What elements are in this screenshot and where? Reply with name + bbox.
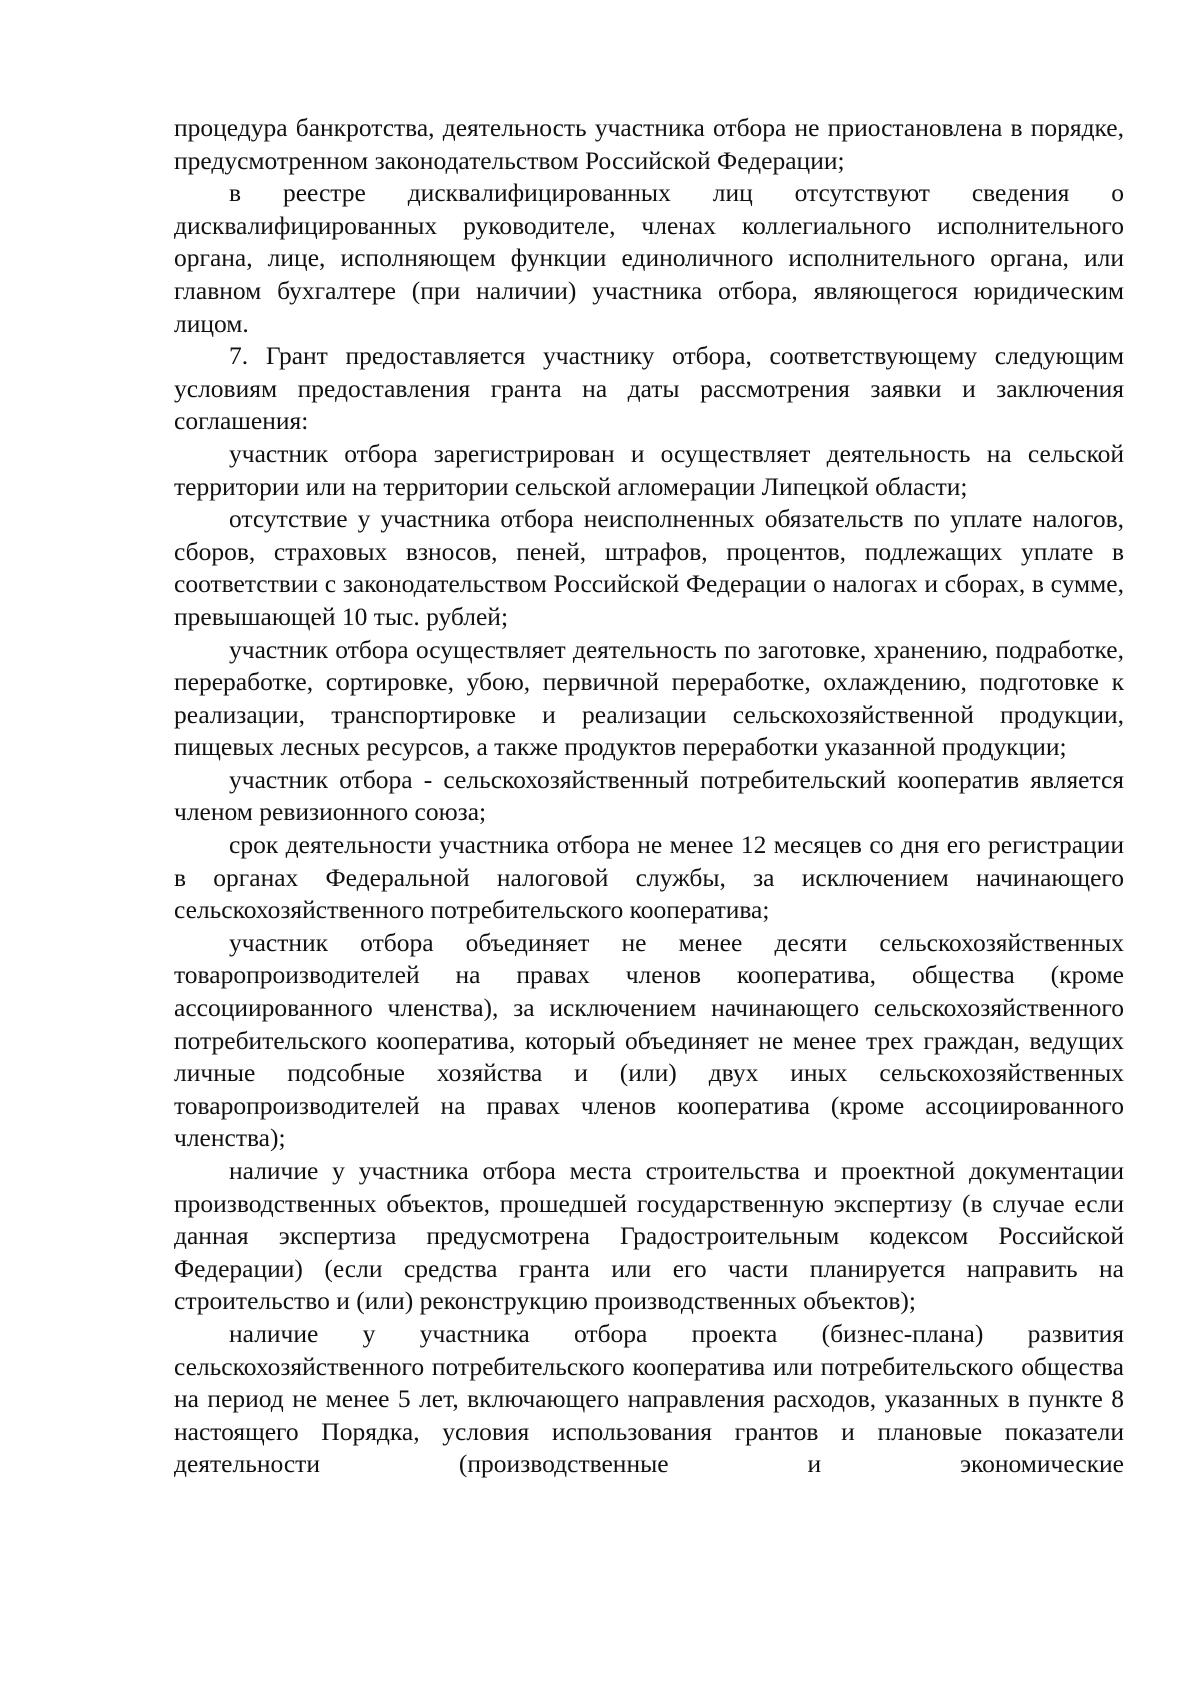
paragraph-disqualified-persons: в реестре дисквалифицированных лиц отсутствуют сведения о дисквалифицированных руководителе, членах коллегиального исполнительного органа, лице, исполняющем функции единоличного исполнительного органа, или главном бухгалтере (при наличии) участника отбора, являющегося юридическим лицом. xyxy=(174,178,1124,338)
paragraph-activity-types: участник отбора осуществляет деятельность по заготовке, хранению, подработке, переработке, сортировке, убою, первичной переработке, охлаждению, подготовке к реализации, транспортировке и реализации сельскохозяйственной продукции, пищевых лесных ресурсов, а также продуктов переработки указанной продукции; xyxy=(174,634,1124,762)
paragraph-item-7-grant-conditions: 7. Грант предоставляется участнику отбора, соответствующему следующим условиям предоставления гранта на даты рассмотрения заявки и заключения соглашения: xyxy=(174,341,1124,436)
paragraph-audit-union-member: участник отбора - сельскохозяйственный потребительский кооператив является членом ревизионного союза; xyxy=(174,764,1124,827)
paragraph-members-count: участник отбора объединяет не менее десяти сельскохозяйственных товаропроизводителей на правах членов кооператива, общества (кроме ассоциированного членства), за исключением начинающего сельскохозяйственного потребительского кооператива, который объединяет не менее трех граждан, ведущих личные подсобные хозяйства и (или) двух иных сельскохозяйственных товаропроизводителей на правах членов кооператива (кроме ассоциированного членства); xyxy=(174,927,1124,1153)
paragraph-registered-territory: участник отбора зарегистрирован и осуществляет деятельность на сельской территории или на территории сельской агломерации Липецкой области; xyxy=(174,438,1124,501)
paragraph-construction-documentation: наличие у участника отбора места строительства и проектной документации производственных объектов, прошедшей государственную экспертизу (в случае если данная экспертиза предусмотрена Градостроительным кодексом Российской Федерации) (если средства гранта или его части планируется направить на строительство и (или) реконструкцию производственных объектов); xyxy=(174,1156,1124,1316)
paragraph-business-plan: наличие у участника отбора проекта (бизнес-плана) развития сельскохозяйственного потребительского кооператива или потребительского общества на период не менее 5 лет, включающего направления расходов, указанных в пункте 8 настоящего Порядка, условия использования грантов и плановые показатели деятельности (производственные и экономические xyxy=(174,1318,1124,1479)
paragraph-bankruptcy-continuation: процедура банкротства, деятельность участника отбора не приостановлена в порядке, предусмотренном законодательством Российской Федерации; xyxy=(174,113,1124,175)
paragraph-activity-duration: срок деятельности участника отбора не менее 12 месяцев со дня его регистрации в органах Федеральной налоговой службы, за исключением начинающего сельскохозяйственного потребительского кооператива; xyxy=(174,830,1124,925)
paragraph-no-tax-debts: отсутствие у участника отбора неисполненных обязательств по уплате налогов, сборов, страховых взносов, пеней, штрафов, процентов, подлежащих уплате в соответствии с законодательством Российской Федерации о налогах и сборах, в сумме, превышающей 10 тыс. рублей; xyxy=(174,504,1124,631)
document-page xyxy=(174,112,1124,1481)
